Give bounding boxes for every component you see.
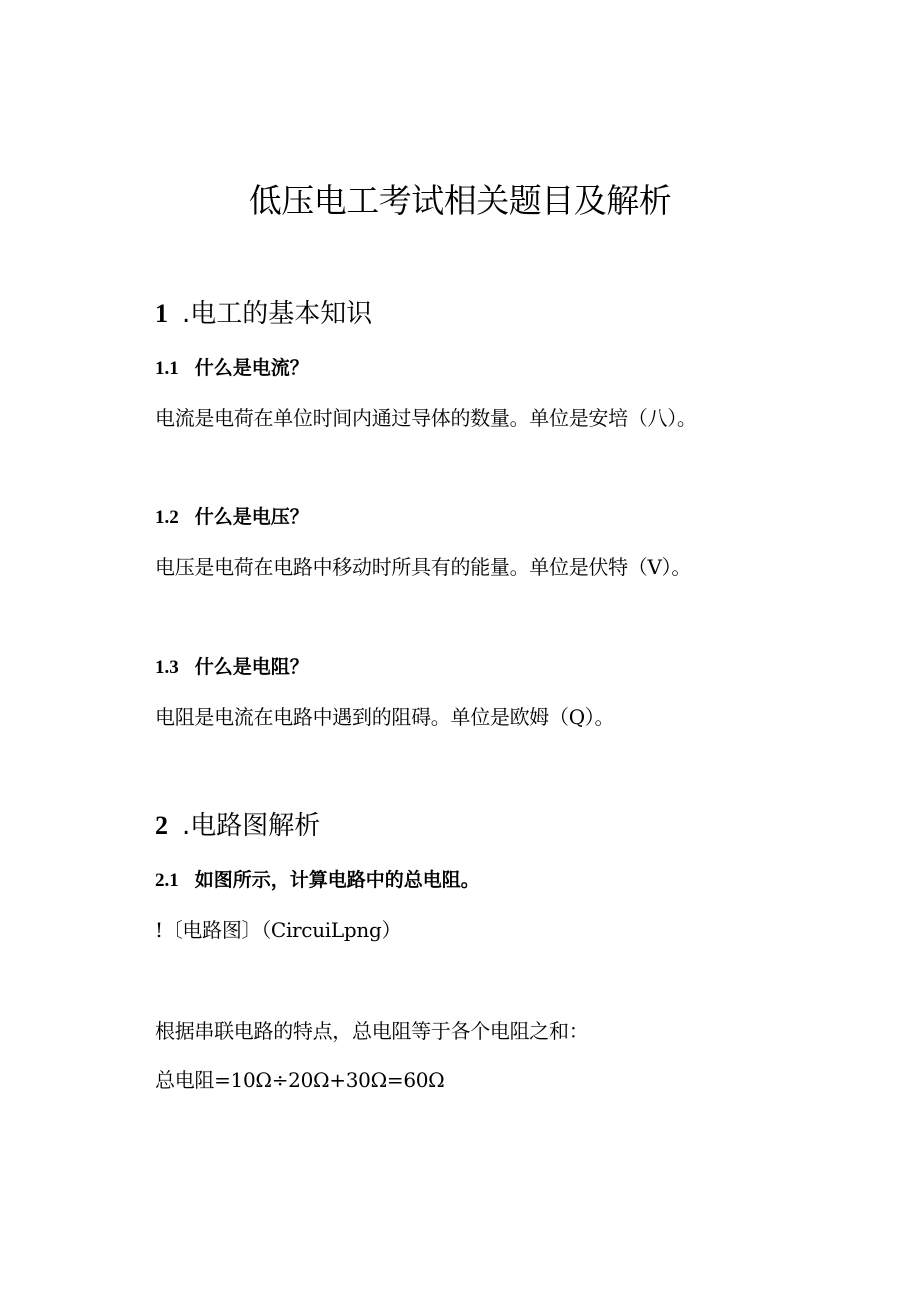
section-title: .电路图解析: [182, 811, 321, 841]
question-text: 什么是电流？: [194, 357, 309, 379]
answer-paragraph-1-2: 电压是电荷在电路中移动时所具有的能量。单位是伏特（V）。: [155, 555, 692, 579]
question-heading-1-1: [155, 354, 309, 383]
document-title: 低压电工考试相关题目及解析: [248, 181, 672, 220]
question-text: 什么是电压？: [194, 506, 309, 528]
answer-paragraph-1-1: 电流是电荷在单位时间内通过导体的数量。单位是安培（八）。: [155, 406, 697, 430]
section-number: 1: [155, 299, 168, 328]
section-heading-1: [155, 296, 372, 332]
explanation-paragraph: 根据串联电路的特点，总电阻等于各个电阻之和：: [155, 1019, 589, 1043]
question-heading-1-3: [155, 653, 309, 682]
question-number: 1.2: [155, 507, 179, 528]
section-number: 2: [155, 811, 168, 840]
question-heading-1-2: [155, 503, 309, 532]
question-heading-2-1: [155, 866, 480, 895]
question-text: 什么是电阻？: [194, 656, 309, 678]
question-number: 1.1: [155, 358, 179, 379]
question-text: 如图所示，计算电路中的总电阻。: [194, 869, 480, 891]
image-reference: !〔电路图〕（CircuiLpng）: [155, 918, 402, 942]
question-number: 2.1: [155, 870, 179, 891]
formula-line: 总电阻=10Ω÷20Ω+30Ω=60Ω: [155, 1068, 445, 1092]
question-number: 1.3: [155, 657, 179, 678]
section-title: .电工的基本知识: [182, 299, 373, 329]
answer-paragraph-1-3: 电阻是电流在电路中遇到的阻碍。单位是欧姆（Q）。: [155, 705, 615, 729]
section-heading-2: [155, 808, 320, 844]
